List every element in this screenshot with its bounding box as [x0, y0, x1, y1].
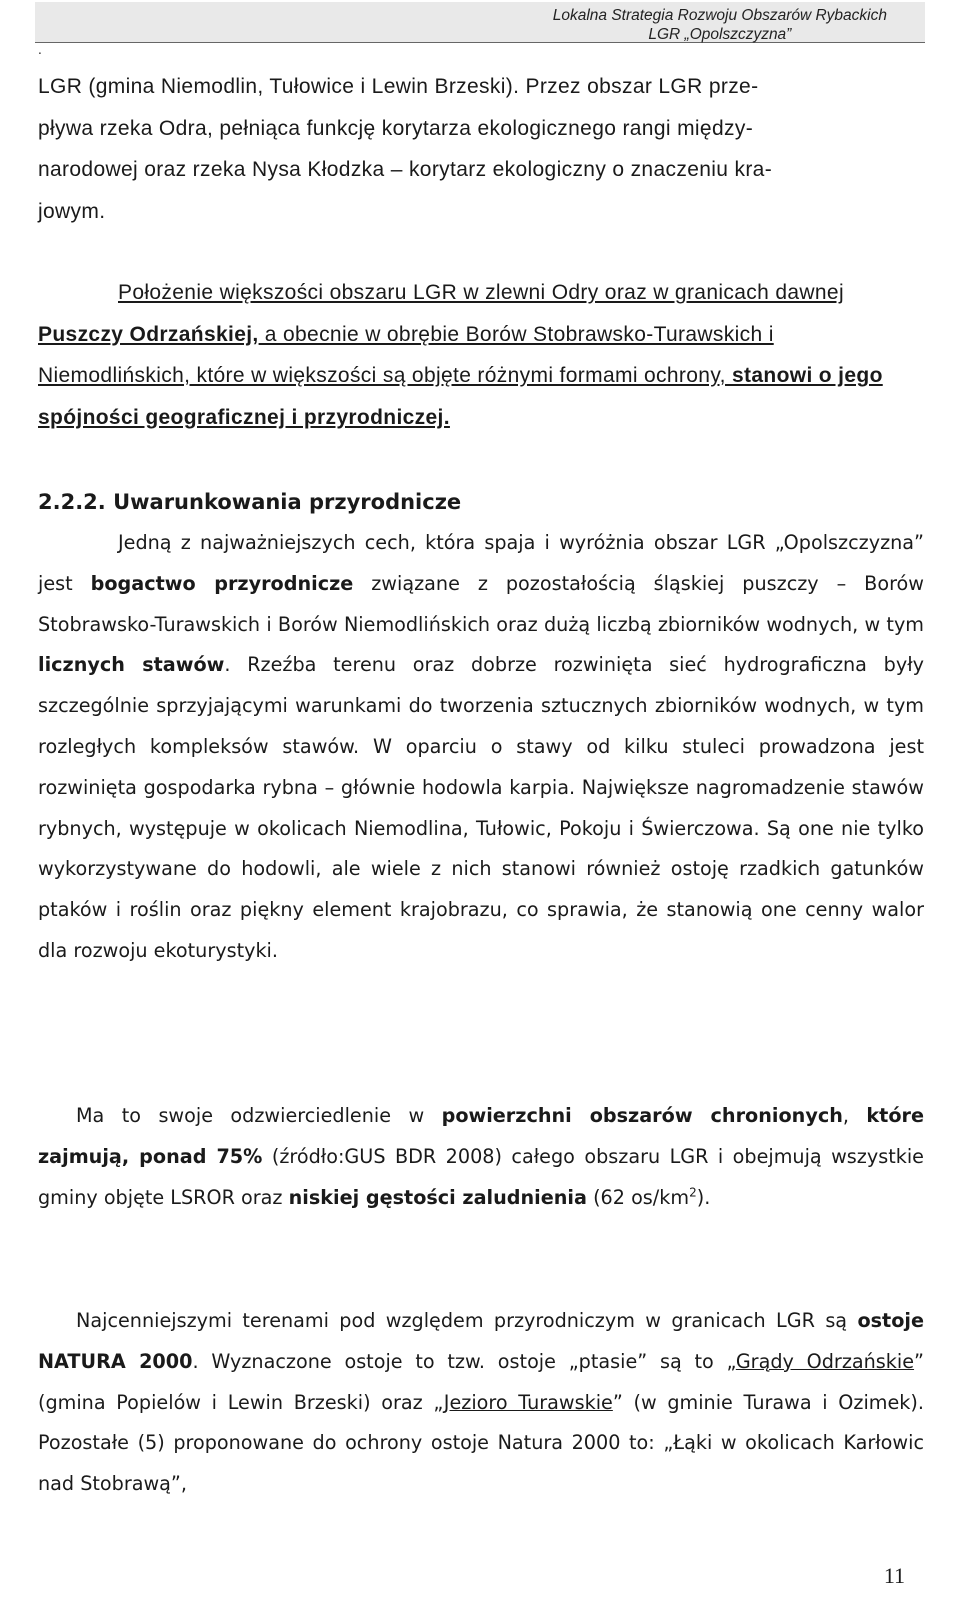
- paragraph-1-line: LGR (gmina Niemodlin, Tułowice i Lewin Brzeski). Przez obszar LGR prze-: [38, 75, 759, 98]
- paragraph-4-bold: które zajmują, ponad 75%: [38, 1104, 924, 1168]
- paragraph-3-text: . Rzeźba terenu oraz dobrze rozwinięta sieć hydrograficzna były szczególnie sprzyjającymi warunkami do tworzenia sztucznych zbiorników wodnych, w tym rozległych kompleksów stawów. W oparciu o stawy od kilku stuleci prowadzona jest rozwinięta gospodarka rybna – głównie hodowla karpia. Największe nagromadzenie stawów rybnych, występuje w okolicach Niemodlina, Tułowic, Pokoju i Świerczowa. Są one nie tylko wykorzystywane do hodowli, ale wiele z nich stanowi również ostoję rzadkich gatunków ptaków i roślin oraz piękny element krajobrazu, co sprawia, że stanowią one cenny walor dla rozwoju ekoturystyki.: [38, 653, 924, 962]
- paragraph-5-underlined: Grądy Odrzańskie: [735, 1349, 915, 1373]
- paragraph-2-text: a obecnie w obrębie Borów Stobrawsko-Turawskich i Niemodlińskich, które w większości są objęte różnymi formami ochrony,: [38, 322, 774, 387]
- paragraph-4-bold: powierzchni obszarów chronionych: [441, 1104, 843, 1127]
- header-title: [553, 6, 887, 44]
- paragraph-2-bold-puszcza: Puszczy Odrzańskiej,: [38, 322, 259, 346]
- paragraph-4: [38, 1096, 924, 1218]
- paragraph-3-bold: bogactwo przyrodnicze: [90, 571, 354, 595]
- superscript: 2: [689, 1185, 697, 1200]
- paragraph-4-text: ,: [842, 1104, 867, 1127]
- running-header: [35, 2, 925, 43]
- paragraph-4-text: Ma to swoje odzwierciedlenie w: [76, 1104, 442, 1127]
- paragraph-1: [38, 66, 924, 232]
- paragraph-5-underlined: Jezioro Turawskie: [443, 1390, 613, 1414]
- paragraph-2: [38, 272, 924, 438]
- paragraph-4-text: (źródło:GUS BDR 2008) całego obszaru LGR i obejmują wszystkie gminy objęte LSROR oraz: [38, 1144, 924, 1209]
- header-title-line2: LGR „Opolszczyzna”: [648, 26, 792, 43]
- paragraph-5-bold: ostoje NATURA 2000: [38, 1309, 924, 1373]
- paragraph-4-bold: niskiej gęstości zaludnienia: [288, 1185, 587, 1209]
- paragraph-3: [38, 523, 924, 972]
- header-title-line1: Lokalna Strategia Rozwoju Obszarów Rybackich: [552, 7, 887, 24]
- section-heading: 2.2.2. Uwarunkowania przyrodnicze: [38, 490, 462, 514]
- paragraph-3-text: związane z pozostałością śląskiej puszczy – Borów Stobrawsko-Turawskich i Borów Niemodlińskich oraz dużą liczbą zbiorników wodnych, w tym: [38, 571, 924, 636]
- paragraph-2-text: Położenie większości obszaru LGR w zlewni Odry oraz w granicach dawnej: [118, 281, 844, 304]
- paragraph-1-line: jowym.: [38, 199, 106, 223]
- paragraph-1-line: pływa rzeka Odra, pełniąca funkcję korytarza ekologicznego rangi między-: [38, 116, 754, 140]
- page-number: 11: [883, 1563, 905, 1588]
- paragraph-5-text: ” (w gminie Turawa i Ozimek). Pozostałe (5) proponowane do ochrony ostoje Natura 2000 to: „Łąki w okolicach Karłowic nad Stobrawą”,: [38, 1390, 924, 1496]
- paragraph-1-line: narodowej oraz rzeka Nysa Kłodzka – korytarz ekologiczny o znaczeniu kra-: [38, 158, 773, 181]
- paragraph-3-bold: licznych stawów: [38, 653, 225, 677]
- header-dot: .: [38, 43, 42, 57]
- paragraph-5-text: . Wyznaczone ostoje to tzw. ostoje „ptasie” są to „: [192, 1349, 736, 1373]
- paragraph-5: [38, 1301, 924, 1505]
- paragraph-5-text: Najcenniejszymi terenami pod względem przyrodniczym w granicach LGR są: [76, 1309, 858, 1332]
- paragraph-3-text: Jedną z najważniejszych cech, która spaja i wyróżnia obszar LGR „Opolszczyzna” jest: [38, 531, 924, 595]
- paragraph-4-text: (62 os/km: [586, 1185, 690, 1209]
- paragraph-4-text: ).: [696, 1185, 711, 1209]
- paragraph-2-bold-conclusion: stanowi o jego spójności geograficznej i przyrodniczej.: [38, 364, 883, 429]
- paragraph-5-text: ” (gmina Popielów i Lewin Brzeski) oraz „: [38, 1349, 924, 1414]
